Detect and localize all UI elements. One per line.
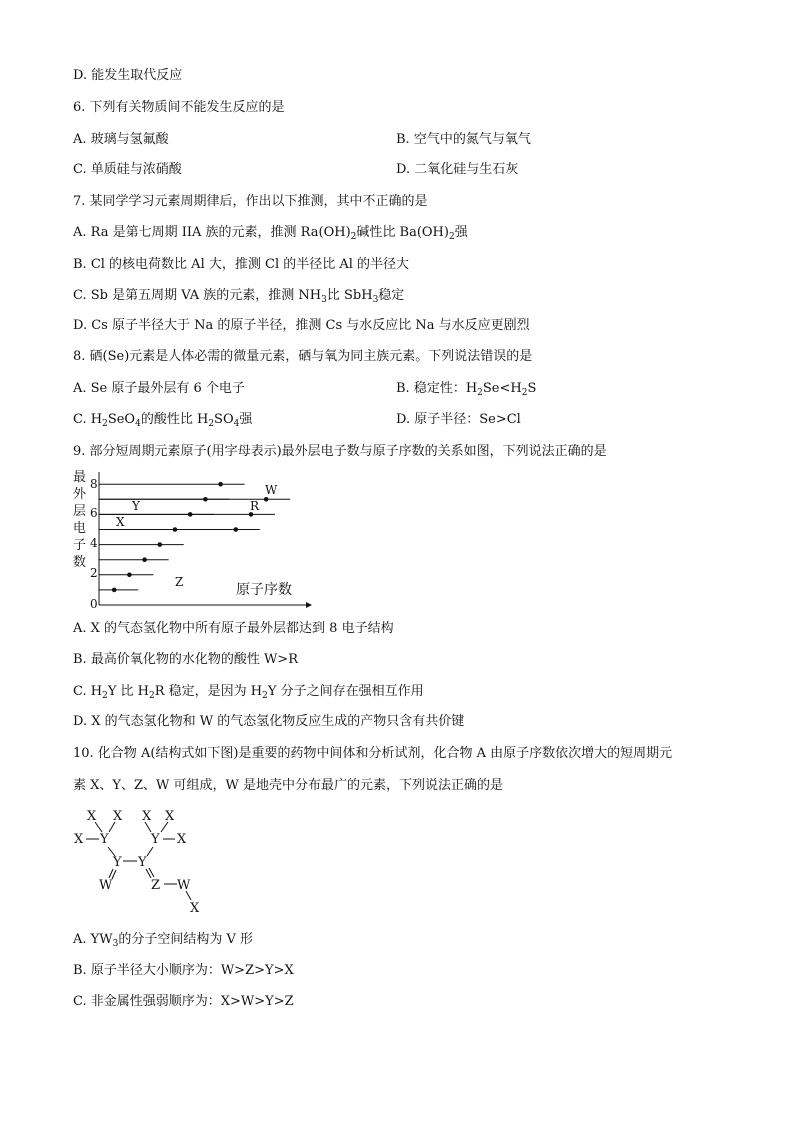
- atom-y: Y: [113, 855, 122, 870]
- q9-ylabel: [73, 470, 87, 570]
- q7-option-b: B. Cl 的核电荷数比 Al 大，推测 Cl 的半径比 Al 的半径大: [73, 257, 410, 272]
- text: 强: [454, 225, 468, 240]
- subscript: 3: [372, 295, 379, 305]
- atom-x: X: [142, 809, 152, 824]
- atom-x: X: [165, 809, 175, 824]
- point-label-w: W: [265, 483, 278, 497]
- atoms: [74, 809, 200, 916]
- q6-stem: 6. 下列有关物质间不能发生反应的是: [73, 100, 285, 115]
- ytick-label: 2: [90, 566, 98, 580]
- atom-y: Y: [100, 832, 109, 847]
- text: 稳定: [378, 288, 405, 303]
- point-label-z: Z: [175, 575, 184, 589]
- q9-option-b: B. 最高价氧化物的水化物的酸性 W>R: [73, 652, 298, 667]
- q6-option-d: D. 二氧化硅与生石灰: [396, 162, 519, 177]
- subscript: 3: [321, 295, 327, 305]
- data-point: [158, 542, 163, 547]
- text: 的酸性比 H: [140, 412, 209, 427]
- subscript: 2: [477, 388, 483, 398]
- atom-y: Y: [138, 855, 147, 870]
- subscript: 2: [521, 388, 528, 398]
- q9-option-d: D. X 的气态氢化物和 W 的气态氢化物反应生成的产物只含有共价键: [73, 714, 465, 729]
- atom-x: X: [190, 901, 200, 916]
- data-point: [173, 527, 178, 532]
- text: C. Sb 是第五周期 VA 族的元素，推测 NH: [73, 288, 322, 303]
- point-label-x: X: [116, 515, 125, 529]
- subscript: 4: [135, 419, 141, 429]
- data-point: [264, 497, 269, 502]
- point-label-y: Y: [132, 499, 140, 513]
- text: R 稳定，是因为 H: [154, 684, 263, 699]
- q7-option-d: D. Cs 原子半径大于 Na 的原子半径，推测 Cs 与水反应比 Na 与水反应更剧烈: [73, 318, 530, 333]
- text: SO: [214, 412, 234, 427]
- ylabel-char: 数: [73, 555, 87, 570]
- ylabel-char: 最: [73, 470, 87, 485]
- q9-stem: 9. 部分短周期元素原子(用字母表示)最外层电子数与原子序数的关系如图，下列说法正确的是: [73, 444, 607, 459]
- q8-stem: 8. 硒(Se)元素是人体必需的微量元素，硒与氧为同主族元素。下列说法错误的是: [73, 349, 533, 364]
- data-point: [234, 527, 239, 532]
- text: A. Ra 是第七周期 IIA 族的元素，推测 Ra(OH): [73, 225, 351, 240]
- data-point: [142, 557, 147, 562]
- atom-x: X: [113, 809, 123, 824]
- q8-option-c: [73, 412, 252, 428]
- q7-option-a: [73, 225, 468, 241]
- subscript: 4: [233, 419, 240, 429]
- subscript: 2: [262, 691, 268, 701]
- q8-option-b: [396, 381, 536, 397]
- point-label-r: R: [250, 499, 260, 513]
- text: A. YW: [73, 932, 113, 947]
- text: 强: [239, 412, 253, 427]
- q7-stem: 7. 某同学学习元素周期律后，作出以下推测，其中不正确的是: [73, 194, 428, 209]
- subscript: 3: [112, 939, 119, 949]
- x-axis-arrow: [306, 602, 312, 608]
- text: C. H: [73, 412, 103, 427]
- text: B. 稳定性：H: [396, 381, 478, 396]
- subscript: 2: [102, 691, 108, 701]
- q6-option-b: B. 空气中的氮气与氧气: [396, 132, 531, 147]
- atom-x: X: [177, 832, 187, 847]
- q10-option-b: B. 原子半径大小顺序为：W>Z>Y>X: [73, 963, 294, 978]
- q9-xlabel: 原子序数: [236, 582, 292, 598]
- ylabel-char: 外: [73, 487, 87, 502]
- ylabel-char: 电: [73, 521, 87, 536]
- subscript: 2: [149, 691, 155, 701]
- text: 的分子空间结构为 V 形: [118, 932, 253, 947]
- q6-option-c: C. 单质硅与浓硝酸: [73, 162, 182, 177]
- atom-y: Y: [151, 832, 160, 847]
- subscript: 2: [350, 232, 357, 242]
- text: C. H: [73, 684, 103, 699]
- q10-option-a: [73, 932, 253, 948]
- text: 碱性比 Ba(OH): [356, 225, 449, 240]
- q10-option-c: C. 非金属性强弱顺序为：X>W>Y>Z: [73, 994, 294, 1009]
- data-point: [127, 573, 132, 578]
- atom-x: X: [87, 809, 97, 824]
- atom-x: X: [74, 832, 84, 847]
- ytick-label: 0: [90, 597, 98, 611]
- subscript: 2: [208, 419, 215, 429]
- q6-option-a: A. 玻璃与氢氟酸: [73, 132, 169, 147]
- text: Se<H: [482, 381, 522, 396]
- subscript: 2: [448, 232, 455, 242]
- text: S: [527, 381, 537, 396]
- text: Y 分子之间存在强相互作用: [267, 684, 424, 699]
- q10-stem-line2: 素 X、Y、Z、W 可组成，W 是地壳中分布最广的元素，下列说法正确的是: [73, 778, 503, 793]
- q9-yticks: [90, 477, 98, 611]
- q9-option-c: [73, 684, 424, 700]
- atom-w: W: [99, 878, 113, 893]
- ytick-label: 6: [90, 506, 98, 520]
- text: Y 比 H: [107, 684, 150, 699]
- ytick-label: 8: [90, 477, 98, 491]
- atom-z: Z: [151, 878, 161, 893]
- q10-structure: [70, 806, 210, 918]
- q7-option-c: [73, 288, 404, 304]
- text: 比 SbH: [326, 288, 373, 303]
- q8-option-a: A. Se 原子最外层有 6 个电子: [73, 381, 245, 396]
- ytick-label: 4: [90, 536, 98, 550]
- data-point: [218, 482, 223, 487]
- q9-chart: [68, 466, 318, 616]
- ylabel-char: 子: [73, 538, 87, 553]
- atom-w: W: [177, 878, 191, 893]
- q10-stem-line1: 10. 化合物 A(结构式如下图)是重要的药物中间体和分析试剂，化合物 A 由原子序数依次增大的短周期元: [73, 746, 673, 761]
- q9-option-a: A. X 的气态氢化物中所有原子最外层都达到 8 电子结构: [73, 621, 394, 636]
- text: SeO: [107, 412, 136, 427]
- data-point: [203, 497, 208, 502]
- subscript: 2: [102, 419, 108, 429]
- data-point: [188, 512, 193, 517]
- ylabel-char: 层: [73, 504, 87, 519]
- q5-option-d: D. 能发生取代反应: [73, 68, 183, 83]
- q8-option-d: D. 原子半径：Se>Cl: [396, 412, 521, 427]
- data-point: [112, 588, 117, 593]
